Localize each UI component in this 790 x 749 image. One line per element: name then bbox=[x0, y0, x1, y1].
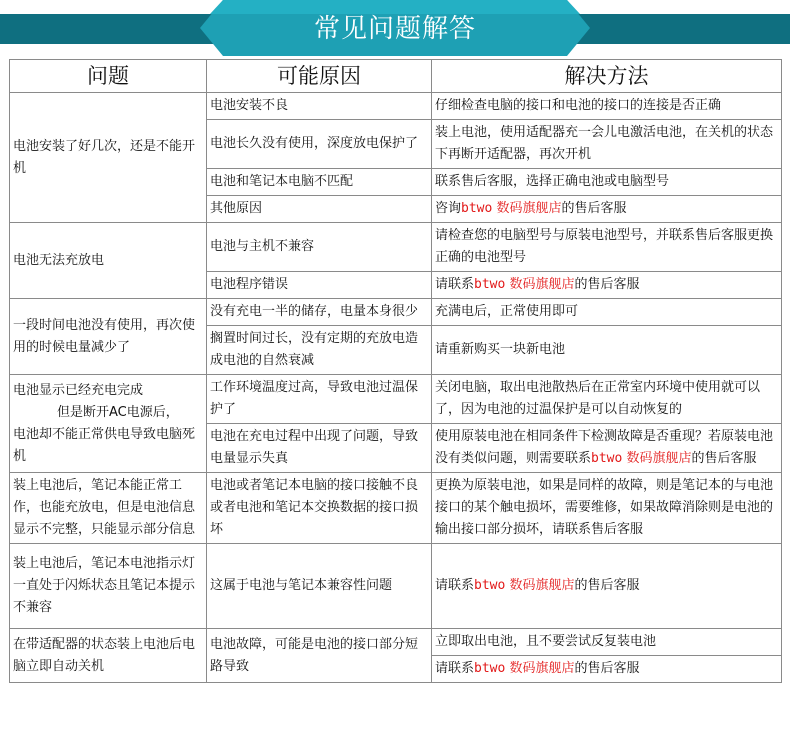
solution-lead: 请联系 bbox=[435, 661, 475, 676]
header-cause: 可能原因 bbox=[207, 60, 432, 93]
solution-cell bbox=[432, 424, 782, 473]
brand-prefix: btwo bbox=[461, 201, 493, 216]
cause-cell: 这属于电池与笔记本兼容性问题 bbox=[207, 544, 432, 629]
brand-suffix: 的售后客服 bbox=[691, 451, 757, 466]
problem-cell: 装上电池后，笔记本能正常工作，也能充放电，但是电池信息显示不完整，只能显示部分信息 bbox=[10, 473, 207, 544]
brand-store-name: 数码旗舰店 bbox=[626, 451, 692, 466]
problem-cell: 在带适配器的状态装上电池后电脑立即自动关机 bbox=[10, 629, 207, 683]
cause-cell: 没有充电一半的储存，电量本身很少 bbox=[207, 299, 432, 326]
table-row bbox=[10, 375, 782, 424]
header-row bbox=[10, 60, 782, 93]
header-solution: 解决方法 bbox=[432, 60, 782, 93]
problem-cell bbox=[10, 375, 207, 473]
solution-cell: 充满电后，正常使用即可 bbox=[432, 299, 782, 326]
solution-cell: 请重新购买一块新电池 bbox=[432, 326, 782, 375]
cause-cell: 电池长久没有使用，深度放电保护了 bbox=[207, 120, 432, 169]
solution-cell: 关闭电脑，取出电池散热后在正常室内环境中使用就可以了，因为电池的过温保护是可以自动恢复的 bbox=[432, 375, 782, 424]
solution-cell bbox=[432, 272, 782, 299]
brand-suffix: 的售后客服 bbox=[574, 578, 640, 593]
solution-cell: 仔细检查电脑的接口和电池的接口的连接是否正确 bbox=[432, 93, 782, 120]
table-row bbox=[10, 544, 782, 629]
problem-line: 电池却不能正常供电导致电脑死机 bbox=[13, 426, 196, 464]
solution-cell bbox=[432, 196, 782, 223]
cause-cell: 搁置时间过长，没有定期的充放电造成电池的自然衰减 bbox=[207, 326, 432, 375]
solution-lead: 咨询 bbox=[435, 201, 462, 216]
cause-cell: 电池或者笔记本电脑的接口接触不良或者电池和笔记本交换数据的接口损坏 bbox=[207, 473, 432, 544]
brand-store-name: 数码旗舰店 bbox=[509, 578, 575, 593]
brand-store-name: 数码旗舰店 bbox=[496, 201, 562, 216]
brand-suffix: 的售后客服 bbox=[574, 661, 640, 676]
solution-cell: 联系售后客服，选择正确电池或电脑型号 bbox=[432, 169, 782, 196]
cause-cell: 电池与主机不兼容 bbox=[207, 223, 432, 272]
problem-cell: 电池无法充放电 bbox=[10, 223, 207, 299]
table-row bbox=[10, 93, 782, 120]
cause-cell: 工作环境温度过高，导致电池过温保护了 bbox=[207, 375, 432, 424]
cause-cell: 电池安装不良 bbox=[207, 93, 432, 120]
brand-suffix: 的售后客服 bbox=[574, 277, 640, 292]
cause-cell: 电池程序错误 bbox=[207, 272, 432, 299]
faq-table bbox=[9, 59, 782, 683]
problem-line: 但是断开AC电源后， bbox=[57, 404, 179, 420]
cause-cell: 其他原因 bbox=[207, 196, 432, 223]
brand-store-name: 数码旗舰店 bbox=[509, 277, 575, 292]
problem-line: 电池显示已经充电完成 bbox=[13, 382, 144, 398]
solution-cell: 立即取出电池，且不要尝试反复装电池 bbox=[432, 629, 782, 656]
solution-cell: 装上电池，使用适配器充一会儿电激活电池，在关机的状态下再断开适配器，再次开机 bbox=[432, 120, 782, 169]
brand-prefix: btwo bbox=[474, 578, 506, 593]
table-row bbox=[10, 223, 782, 272]
solution-cell bbox=[432, 544, 782, 629]
brand-store-name: 数码旗舰店 bbox=[509, 661, 575, 676]
title-banner bbox=[0, 0, 790, 56]
problem-cell: 装上电池后，笔记本电池指示灯一直处于闪烁状态且笔记本提示不兼容 bbox=[10, 544, 207, 629]
brand-prefix: btwo bbox=[474, 661, 506, 676]
page-title: 常见问题解答 bbox=[313, 14, 476, 44]
solution-lead: 请联系 bbox=[435, 277, 475, 292]
solution-lead: 请联系 bbox=[435, 578, 475, 593]
header-problem: 问题 bbox=[10, 60, 207, 93]
problem-cell: 电池安装了好几次，还是不能开机 bbox=[10, 93, 207, 223]
cause-cell: 电池和笔记本电脑不匹配 bbox=[207, 169, 432, 196]
cause-cell: 电池在充电过程中出现了问题，导致电量显示失真 bbox=[207, 424, 432, 473]
brand-prefix: btwo bbox=[591, 451, 623, 466]
cause-cell: 电池故障，可能是电池的接口部分短路导致 bbox=[207, 629, 432, 683]
solution-cell bbox=[432, 656, 782, 683]
table-row bbox=[10, 473, 782, 544]
problem-cell: 一段时间电池没有使用，再次使用的时候电量减少了 bbox=[10, 299, 207, 375]
brand-suffix: 的售后客服 bbox=[561, 201, 627, 216]
brand-prefix: btwo bbox=[474, 277, 506, 292]
solution-lead: 使用原装电池在相同条件下检测故障是否重现？若原装电池没有类似问题，则需要联系 bbox=[435, 429, 774, 466]
solution-cell: 更换为原装电池，如果是同样的故障，则是笔记本的与电池接口的某个触电损坏，需要维修，如果故障消除则是电池的输出接口部分损坏，请联系售后客服 bbox=[432, 473, 782, 544]
solution-cell: 请检查您的电脑型号与原装电池型号，并联系售后客服更换正确的电池型号 bbox=[432, 223, 782, 272]
table-row bbox=[10, 629, 782, 656]
table-row bbox=[10, 299, 782, 326]
